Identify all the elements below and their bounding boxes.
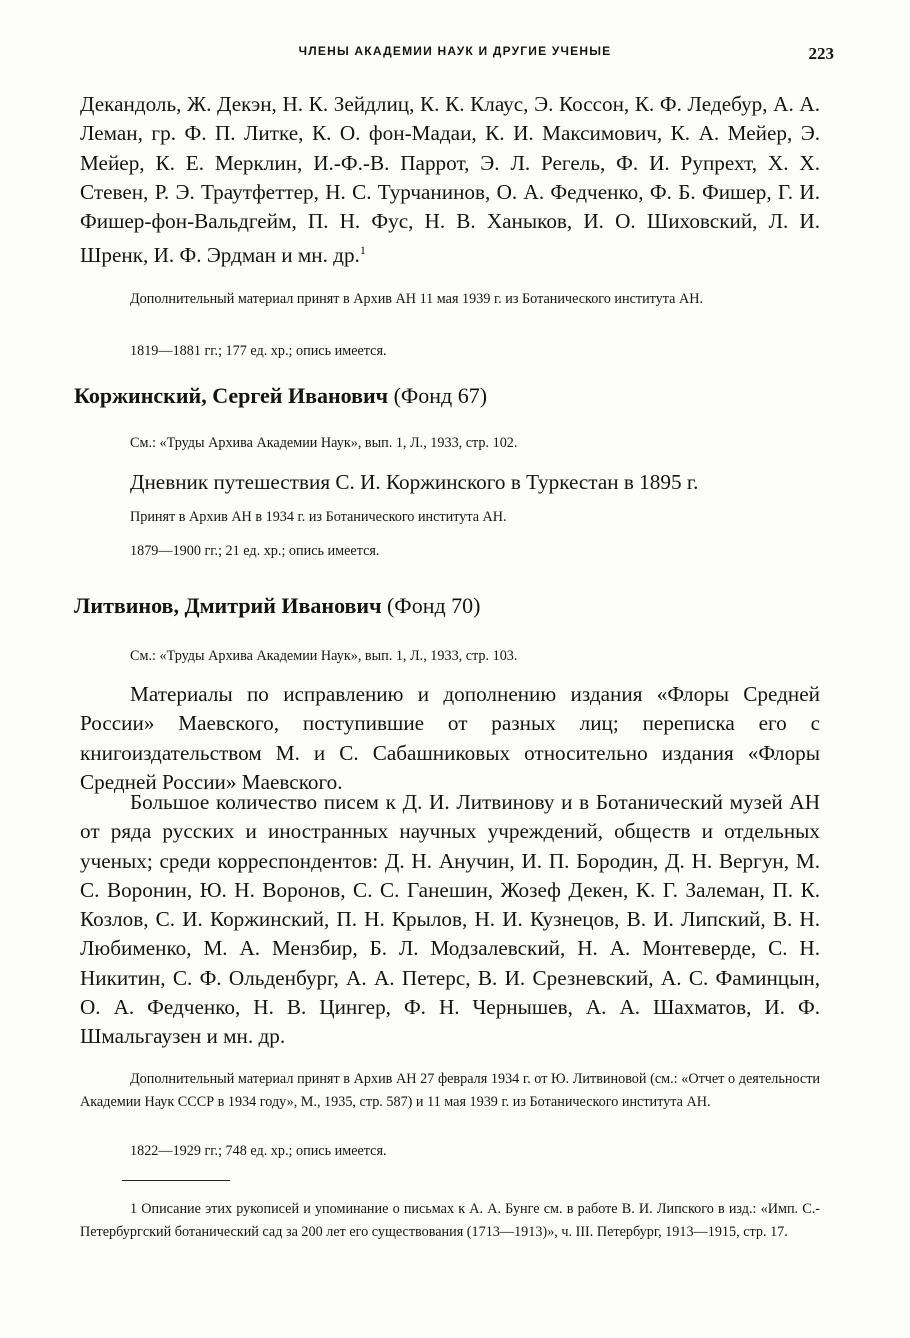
fond-67-description: Дневник путешествия С. И. Коржинского в Туркестан в 1895 г.	[130, 470, 699, 494]
page-number: 223	[808, 44, 834, 63]
footnote-rule	[122, 1180, 230, 1181]
footnote-text: 1 Описание этих рукописей и упоминание о письмах к А. А. Бунге см. в работе В. И. Липского в изд.: «Имп. С.-Петербургский ботанический сад за 200 лет его существования (1713—1913)», ч. III. Петербург, 1913—1915, стр. 17.	[80, 1201, 820, 1240]
fond-67-accepted: Принят в Архив АН в 1934 г. из Ботанического института АН.	[130, 509, 507, 525]
footnote-marker: 1	[359, 243, 366, 258]
fond-70-heading	[74, 592, 480, 620]
running-title: ЧЛЕНЫ АКАДЕМИИ НАУК И ДРУГИЕ УЧЕНЫЕ	[298, 44, 612, 58]
fond-70-dates: 1822—1929 гг.; 748 ед. хр.; опись имеется.	[130, 1143, 387, 1159]
fond-70-number: (Фонд 70)	[386, 593, 481, 618]
fond-67-heading	[74, 382, 487, 410]
fond-70-paragraph-2: Большое количество писем к Д. И. Литвинову и в Ботанический музей АН от ряда русских и иностранных научных учреждений, обществ и отдельных ученых; среди корреспондентов: Д. Н. Анучин, И. П. Бородин, Д. Н. Вергун, М. С. Воронин, Ю. Н. Воронов, С. С. Ганешин, Жозеф Декен, К. Г. Залеман, П. К. Козлов, С. И. Коржинский, П. Н. Крылов, Н. И. Кузнецов, В. И. Липский, В. Н. Любименко, М. А. Мензбир, Б. Л. Модзалевский, Н. А. Монтеверде, С. Н. Никитин, С. Ф. Ольденбург, А. А. Петерс, В. И. Срезневский, А. С. Фаминцын, О. А. Федченко, Н. В. Цингер, Ф. Н. Чернышев, А. А. Шахматов, И. Ф. Шмальгаузен и мн. др.	[80, 790, 820, 1049]
fond-70-additional-note: Дополнительный материал принят в Архив АН 27 февраля 1934 г. от Ю. Литвиновой (см.: «Отчет о деятельности Академии Наук СССР в 1934 году», М., 1935, стр. 587) и 11 мая 1939 г. из Ботанического института АН.	[80, 1071, 820, 1110]
fond-67-dates: 1879—1900 гг.; 21 ед. хр.; опись имеется.	[130, 543, 380, 559]
fond-70-see-ref: См.: «Труды Архива Академии Наук», вып. 1, Л., 1933, стр. 103.	[130, 648, 518, 664]
fond-70-name: Литвинов, Дмитрий Иванович	[74, 593, 382, 618]
fond-67-name: Коржинский, Сергей Иванович	[74, 383, 389, 408]
additional-note-top: Дополнительный материал принят в Архив АН 11 мая 1939 г. из Ботанического института АН.	[130, 291, 704, 307]
names-paragraph-text: Декандоль, Ж. Декэн, Н. К. Зейдлиц, К. К. Клаус, Э. Коссон, К. Ф. Ледебур, А. А. Леман, гр. Ф. П. Литке, К. О. фон-Мадаи, К. И. Максимович, К. А. Мейер, Э. Мейер, К. Е. Мерклин, И.-Ф.-В. Паррот, Э. Л. Регель, Ф. И. Рупрехт, Х. Х. Стевен, Р. Э. Траутфеттер, Н. С. Турчанинов, О. А. Федченко, Ф. Б. Фишер, Г. И. Фишер-фон-Вальдгейм, П. Н. Фус, Н. В. Ханыков, И. О. Шиховский, Л. И. Шренк, И. Ф. Эрдман и мн. др.	[80, 92, 820, 268]
fond-67-see-ref: См.: «Труды Архива Академии Наук», вып. 1, Л., 1933, стр. 102.	[130, 435, 518, 451]
names-paragraph	[80, 90, 820, 271]
fond-70-paragraph-1: Материалы по исправлению и дополнению издания «Флоры Средней России» Маевского, поступившие от разных лиц; переписка его с книгоиздательством М. и С. Сабашниковых относительно издания «Флоры Средней России» Маевского.	[80, 682, 820, 794]
fond-67-number: (Фонд 67)	[393, 383, 488, 408]
dates-line-top: 1819—1881 гг.; 177 ед. хр.; опись имеется.	[130, 343, 387, 359]
